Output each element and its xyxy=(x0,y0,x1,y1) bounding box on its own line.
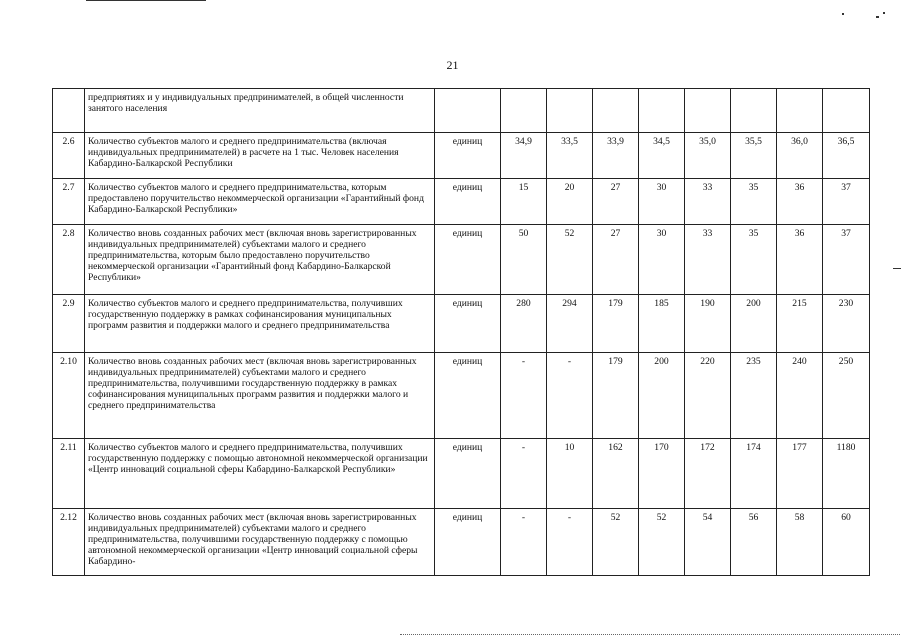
value-cell: 215 xyxy=(777,295,823,353)
value-cell: 27 xyxy=(593,225,639,295)
value-cell xyxy=(731,89,777,133)
page-number: 21 xyxy=(446,58,459,72)
value-cell: - xyxy=(501,353,547,439)
value-cell: 200 xyxy=(639,353,685,439)
value-cell: 200 xyxy=(731,295,777,353)
value-cell: 33,9 xyxy=(593,133,639,179)
table-row xyxy=(53,295,870,353)
value-cell: 56 xyxy=(731,509,777,576)
value-cell: 177 xyxy=(777,439,823,509)
row-number: 2.8 xyxy=(53,225,85,295)
value-cell: - xyxy=(547,509,593,576)
table-row xyxy=(53,353,870,439)
table-body xyxy=(53,89,870,576)
indicator-description: Количество вновь созданных рабочих мест (включая вновь зарегистрированных индивидуальных предпринимателей) субъектами малого и среднего предпринимательства, получившими государственную поддержку в рамках софинансирования муниципальных программ развития и поддержки малого и среднего предпринимательства xyxy=(85,353,435,439)
value-cell: 33 xyxy=(685,179,731,225)
indicator-description: Количество вновь созданных рабочих мест (включая вновь зарегистрированных индивидуальных предпринимателей) субъектами малого и среднего предпринимательства, которым было предоставлено поручительство некоммерческой организации «Гарантийный фонд Кабардино-Балкарской Республики» xyxy=(85,225,435,295)
value-cell: 33,5 xyxy=(547,133,593,179)
value-cell: - xyxy=(547,353,593,439)
unit-cell: единиц xyxy=(435,353,501,439)
value-cell: 36,0 xyxy=(777,133,823,179)
value-cell: 34,9 xyxy=(501,133,547,179)
table-row xyxy=(53,179,870,225)
row-number: 2.12 xyxy=(53,509,85,576)
indicator-description: Количество субъектов малого и среднего предпринимательства, получивших государственную поддержку с помощью автономной некоммерческой организации «Центр инноваций социальной сферы Кабардино-Балкарской Республики» xyxy=(85,439,435,509)
table-row xyxy=(53,439,870,509)
value-cell: 27 xyxy=(593,179,639,225)
scan-artifact-right-margin xyxy=(893,268,901,269)
value-cell: 52 xyxy=(547,225,593,295)
value-cell: 172 xyxy=(685,439,731,509)
value-cell: 179 xyxy=(593,295,639,353)
value-cell: 35,0 xyxy=(685,133,731,179)
scan-artifact-top-right-3 xyxy=(883,12,885,14)
value-cell: 60 xyxy=(823,509,870,576)
row-number: 2.11 xyxy=(53,439,85,509)
table-row xyxy=(53,89,870,133)
unit-cell: единиц xyxy=(435,439,501,509)
value-cell xyxy=(547,89,593,133)
value-cell: 15 xyxy=(501,179,547,225)
value-cell: 52 xyxy=(639,509,685,576)
value-cell xyxy=(639,89,685,133)
value-cell: 1180 xyxy=(823,439,870,509)
value-cell: 50 xyxy=(501,225,547,295)
table-row xyxy=(53,133,870,179)
row-number: 2.6 xyxy=(53,133,85,179)
unit-cell: единиц xyxy=(435,179,501,225)
indicator-description: Количество субъектов малого и среднего предпринимательства, получивших государственную поддержку в рамках софинансирования муниципальных программ развития и поддержки малого и среднего предпринимательства xyxy=(85,295,435,353)
value-cell: 36 xyxy=(777,179,823,225)
value-cell: 179 xyxy=(593,353,639,439)
value-cell: 35,5 xyxy=(731,133,777,179)
value-cell: - xyxy=(501,509,547,576)
scan-artifact-bottom xyxy=(400,634,900,636)
value-cell: 20 xyxy=(547,179,593,225)
scan-artifact-top-left xyxy=(86,0,206,1)
row-number: 2.9 xyxy=(53,295,85,353)
value-cell: 240 xyxy=(777,353,823,439)
value-cell: 185 xyxy=(639,295,685,353)
value-cell xyxy=(593,89,639,133)
value-cell: 10 xyxy=(547,439,593,509)
unit-cell: единиц xyxy=(435,509,501,576)
value-cell xyxy=(777,89,823,133)
value-cell: 35 xyxy=(731,225,777,295)
value-cell: 52 xyxy=(593,509,639,576)
value-cell: 30 xyxy=(639,179,685,225)
value-cell: 30 xyxy=(639,225,685,295)
value-cell: 235 xyxy=(731,353,777,439)
indicator-description: предприятиях и у индивидуальных предпринимателей, в общей численности занятого населения xyxy=(85,89,435,133)
indicator-description: Количество субъектов малого и среднего предпринимательства (включая индивидуальных предпринимателей) в расчете на 1 тыс. Человек населения Кабардино-Балкарской Республики xyxy=(85,133,435,179)
row-number: 2.7 xyxy=(53,179,85,225)
table-row xyxy=(53,509,870,576)
value-cell: 190 xyxy=(685,295,731,353)
value-cell: 33 xyxy=(685,225,731,295)
value-cell: 37 xyxy=(823,179,870,225)
value-cell xyxy=(823,89,870,133)
value-cell: 58 xyxy=(777,509,823,576)
row-number xyxy=(53,89,85,133)
row-number: 2.10 xyxy=(53,353,85,439)
value-cell: 294 xyxy=(547,295,593,353)
scan-artifact-top-right-2 xyxy=(876,16,879,18)
value-cell: 37 xyxy=(823,225,870,295)
unit-cell: единиц xyxy=(435,225,501,295)
unit-cell xyxy=(435,89,501,133)
value-cell: 34,5 xyxy=(639,133,685,179)
value-cell: 250 xyxy=(823,353,870,439)
value-cell: 280 xyxy=(501,295,547,353)
value-cell: 35 xyxy=(731,179,777,225)
table-row xyxy=(53,225,870,295)
value-cell: 36,5 xyxy=(823,133,870,179)
indicator-description: Количество субъектов малого и среднего предпринимательства, которым предоставлено поручительство некоммерческой организации «Гарантийный фонд Кабардино-Балкарской Республики» xyxy=(85,179,435,225)
value-cell: 174 xyxy=(731,439,777,509)
unit-cell: единиц xyxy=(435,295,501,353)
value-cell xyxy=(501,89,547,133)
indicators-table xyxy=(52,88,870,576)
unit-cell: единиц xyxy=(435,133,501,179)
value-cell: - xyxy=(501,439,547,509)
value-cell: 220 xyxy=(685,353,731,439)
value-cell: 230 xyxy=(823,295,870,353)
value-cell: 162 xyxy=(593,439,639,509)
indicator-description: Количество вновь созданных рабочих мест (включая вновь зарегистрированных индивидуальных предпринимателей) субъектами малого и среднего предпринимательства, получившими государственную поддержку с помощью автономной некоммерческой организации «Центр инноваций социальной сферы Кабардино- xyxy=(85,509,435,576)
scan-artifact-top-right-1 xyxy=(842,13,844,15)
value-cell: 170 xyxy=(639,439,685,509)
value-cell: 54 xyxy=(685,509,731,576)
value-cell: 36 xyxy=(777,225,823,295)
value-cell xyxy=(685,89,731,133)
